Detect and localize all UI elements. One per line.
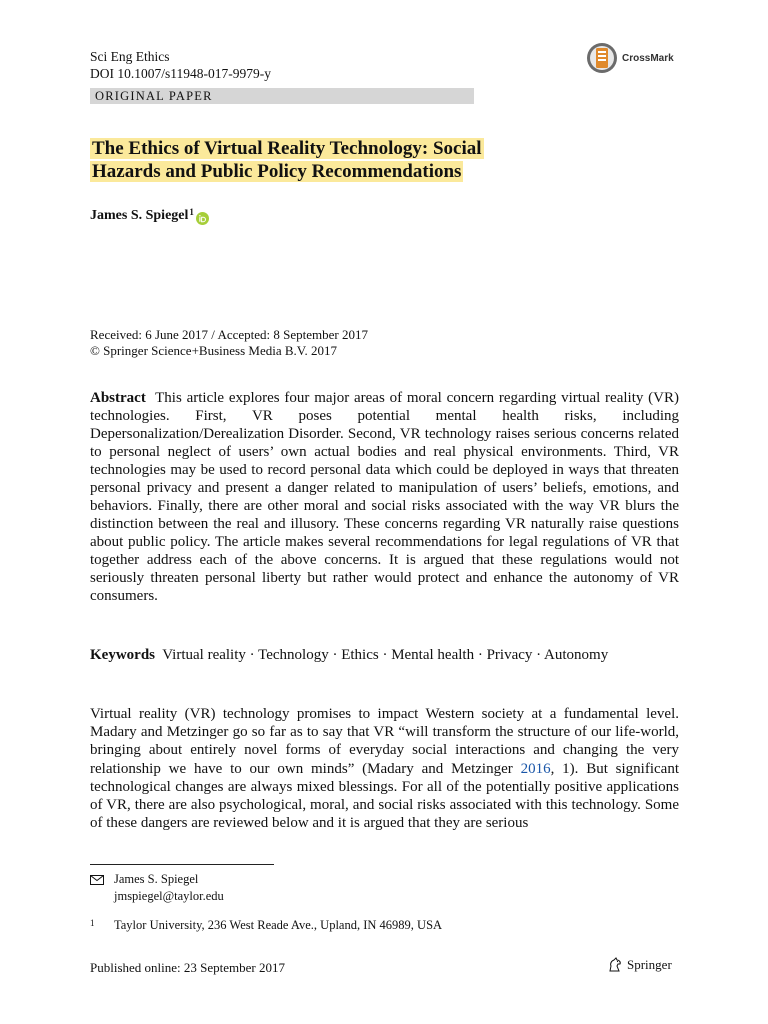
body-text-after-citation: , 1). But significant technological changes are always mixed blessings. For all of the potentially positive applications of VR, there are also psychological, moral, and social risks associated with this technology. Some of these dangers are reviewed below and it is argued that they are serious xyxy=(90,760,679,832)
body-text-before-citation: Virtual reality (VR) technology promises to impact Western society at a fundamental level. Madary and Metzinger go so far as to say that VR “will transform the structure of our life-world, bringing about entirely novel forms of everyday social interactions and changing the very relationship we have to our own minds” (Madary and Metzinger xyxy=(90,706,679,777)
copyright: © Springer Science+Business Media B.V. 2017 xyxy=(90,343,337,358)
affiliation-text: Taylor University, 236 West Reade Ave., Upland, IN 46989, USA xyxy=(114,918,443,932)
mail-icon xyxy=(90,875,104,885)
author-line xyxy=(90,208,209,230)
corresponding-author xyxy=(90,871,224,905)
crossmark-label: CrossMark xyxy=(622,52,674,64)
abstract-heading: Abstract xyxy=(90,390,146,406)
article-dates xyxy=(90,327,368,359)
springer-logo xyxy=(607,957,672,973)
journal-name: Sci Eng Ethics xyxy=(90,49,170,64)
affiliation xyxy=(90,917,442,933)
publisher-name: Springer xyxy=(627,957,672,972)
orcid-link[interactable] xyxy=(196,212,209,230)
keywords xyxy=(90,646,650,664)
contact-name: James S. Spiegel xyxy=(114,872,199,886)
section-label: ORIGINAL PAPER xyxy=(95,89,213,103)
affiliation-marker: 1 xyxy=(90,918,95,928)
orcid-icon xyxy=(196,212,209,225)
keywords-text: Virtual reality · Technology · Ethics · Mental health · Privacy · Autonomy xyxy=(162,647,609,663)
title-line-2: Hazards and Public Policy Recommendations xyxy=(92,161,462,182)
author-name[interactable]: James S. Spiegel xyxy=(90,208,189,223)
paper-title xyxy=(90,137,690,183)
journal-header xyxy=(90,48,271,82)
citation-link[interactable]: 2016 xyxy=(520,760,551,777)
abstract-text: This article explores four major areas of moral concern regarding virtual reality (VR) technologies. First, VR poses potential mental health risks, including Depersonalization/Derealization Disorder. Second, VR technology raises serious concerns related to personal neglect of users’ own actual bodies and real physical environments. Third, VR technologies may be used to record personal data which could be deployed in ways that threaten personal privacy and present a danger related to manipulation of users’ beliefs, emotions, and behaviors. Finally, there are other moral and social risks associated with the way VR blurs the distinction between the real and illusory. These concerns regarding VR naturally raise questions about public policy. The article makes several recommendations for legal regulations of VR that together address each of the above concerns. It is argued that these regulations would not seriously threaten personal liberty but rather would protect and enhance the autonomy of VR consumers. xyxy=(90,390,679,604)
crossmark-icon xyxy=(586,42,618,74)
footnote-divider xyxy=(90,864,274,865)
title-line-1: The Ethics of Virtual Reality Technology: Social xyxy=(92,138,482,159)
received-accepted: Received: 6 June 2017 / Accepted: 8 September 2017 xyxy=(90,327,368,342)
keywords-heading: Keywords xyxy=(90,647,155,663)
springer-horse-icon xyxy=(607,957,623,973)
author-affiliation-marker: 1 xyxy=(189,207,194,217)
crossmark-badge[interactable] xyxy=(586,42,674,74)
body-paragraph xyxy=(90,705,679,832)
abstract xyxy=(90,389,679,605)
doi[interactable]: DOI 10.1007/s11948-017-9979-y xyxy=(90,66,271,81)
published-online: Published online: 23 September 2017 xyxy=(90,960,285,975)
mail-icon-wrap xyxy=(90,871,114,905)
contact-email[interactable]: jmspiegel@taylor.edu xyxy=(114,889,224,903)
